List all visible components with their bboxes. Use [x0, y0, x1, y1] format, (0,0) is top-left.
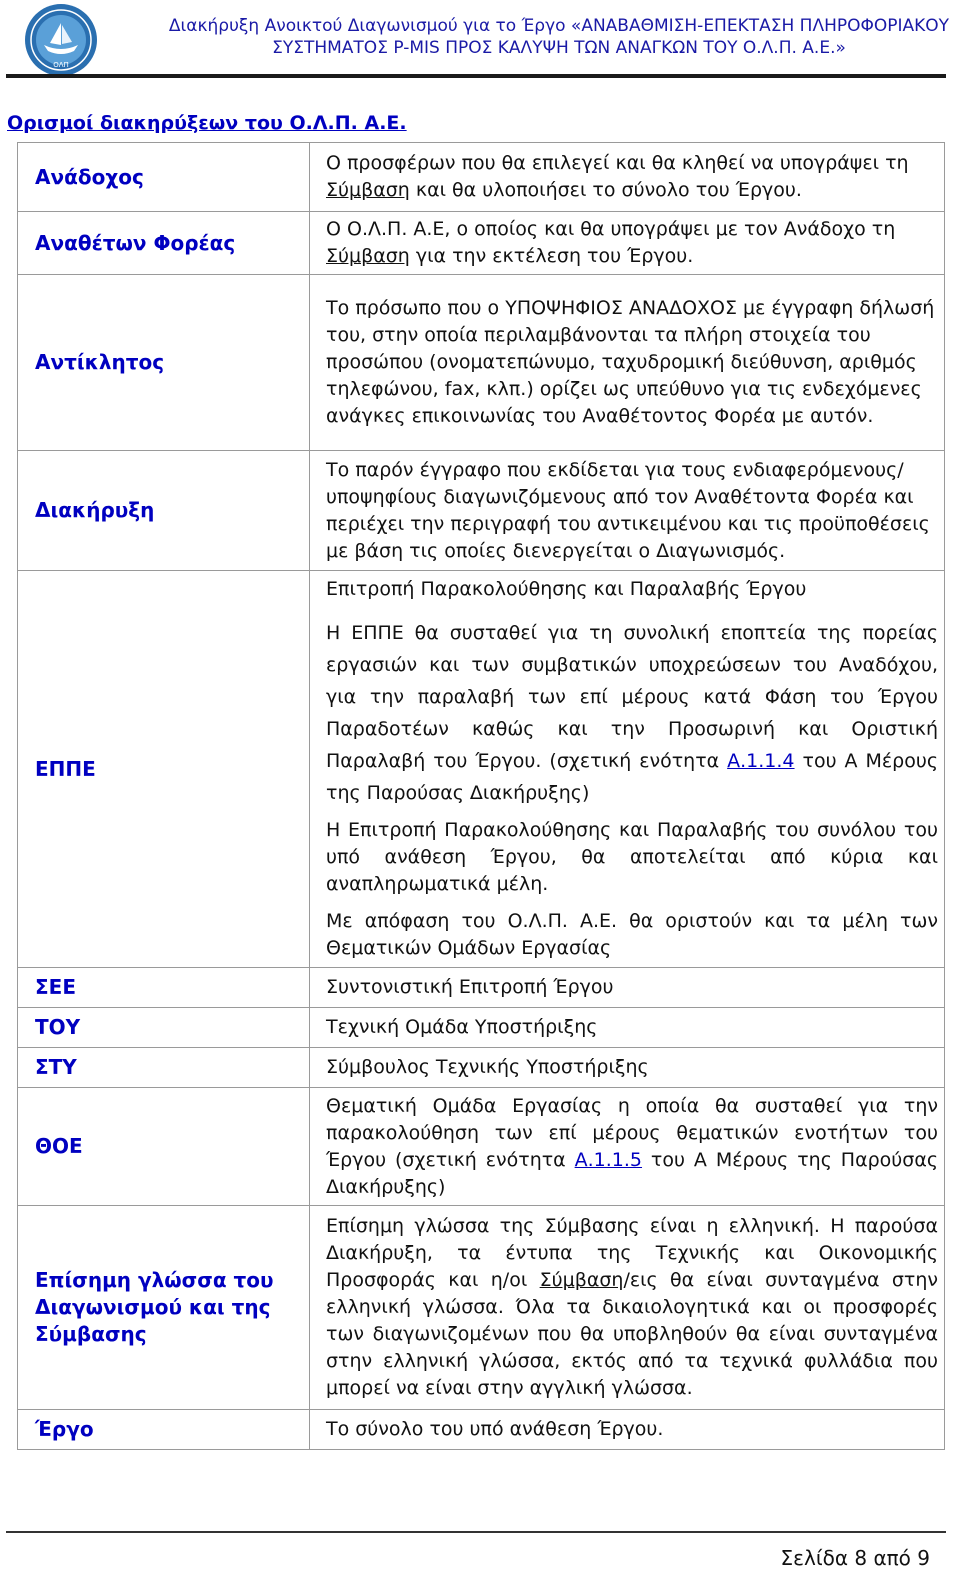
- definition-text: /εις θα είναι συνταγμένα στην ελληνική γλώσσα. Όλα τα δικαιολογητικά και οι προσφορές των διαγωνιζομένων που θα υποβληθούν θα είναι συνταγμένα στην ελληνική γλώσσα, εκτός από τα τεχνικά φυλλάδια που μπορεί να είναι στην αγγλική γλώσσα.: [326, 1269, 938, 1399]
- definition-paragraph: Με απόφαση του Ο.Λ.Π. Α.Ε. θα οριστούν και τα μέλη των Θεματικών Ομάδων Εργασίας: [326, 910, 938, 959]
- definition-cell: [310, 143, 945, 212]
- definition-paragraph: Η Επιτροπή Παρακολούθησης και Παραλαβής του συνόλου του υπό ανάθεση Έργου, θα αποτελείται από κύρια και αναπληρωματικά μέλη.: [326, 819, 938, 895]
- term-cell: ΘΟΕ: [18, 1088, 310, 1206]
- table-row: [18, 1048, 945, 1088]
- definition-cell: [310, 1088, 945, 1206]
- section-link-a115[interactable]: Α.1.1.5: [574, 1148, 643, 1171]
- contract-link[interactable]: Σύμβαση: [539, 1269, 624, 1291]
- definition-cell: Το σύνολο του υπό ανάθεση Έργου.: [310, 1410, 945, 1450]
- definition-cell: [310, 571, 945, 968]
- definition-text: για την εκτέλεση του Έργου.: [409, 245, 694, 267]
- table-row: [18, 1088, 945, 1206]
- section-title: Ορισμοί διακηρύξεων του Ο.Λ.Π. Α.Ε.: [7, 112, 407, 134]
- definitions-table: [17, 142, 945, 1450]
- table-row: [18, 968, 945, 1008]
- definition-cell: Συντονιστική Επιτροπή Έργου: [310, 968, 945, 1008]
- definition-text: του Α Μέρους της Παρούσας Διακήρυξης): [326, 1148, 938, 1198]
- section-link-a114[interactable]: Α.1.1.4: [727, 750, 795, 772]
- definition-text: Ο Ο.Λ.Π. Α.Ε, ο οποίος και θα υπογράψει με τον Ανάδοχο τη: [326, 218, 896, 240]
- term-cell: ΣΕΕ: [18, 968, 310, 1008]
- definition-text: Η ΕΠΠΕ θα συσταθεί για τη συνολική εποπτεία της πορείας εργασιών και των συμβατικών υποχρεώσεων του Αναδόχου, για την παραλαβή των επί μέρους κατά Φάση του Έργου Παραδοτέων καθώς και την Προσωρινή και Οριστική Παραλαβή του Έργου. (σχετική ενότητα: [326, 622, 938, 772]
- table-row: [18, 275, 945, 451]
- definition-cell: Το πρόσωπο που ο ΥΠΟΨΗΦΙΟΣ ΑΝΑΔΟΧΟΣ με έγγραφη δήλωσή του, στην οποία περιλαμβάνονται τα πλήρη στοιχεία του προσώπου (ονοματεπώνυμο, ταχυδρομική διεύθυνση, αριθμός τηλεφώνου, fax, κλπ.) ορίζει ως υπεύθυνο για τις ενδεχόμενες ανάγκες επικοινωνίας του Αναθέτοντος Φορέα με αυτόν.: [310, 275, 945, 451]
- definition-cell: Τεχνική Ομάδα Υποστήριξης: [310, 1008, 945, 1048]
- olp-logo: [24, 3, 98, 77]
- header-title: [168, 15, 950, 59]
- term-cell: Επίσημη γλώσσα του Διαγωνισμού και της Σύμβασης: [18, 1206, 310, 1410]
- term-cell: Ανάδοχος: [18, 143, 310, 212]
- footer-divider: [6, 1531, 946, 1533]
- table-row: [18, 212, 945, 275]
- table-row: [18, 143, 945, 212]
- table-row: [18, 1410, 945, 1450]
- term-cell: Διακήρυξη: [18, 451, 310, 571]
- header-divider: [6, 74, 946, 78]
- term-cell: Αναθέτων Φορέας: [18, 212, 310, 275]
- definition-cell: [310, 212, 945, 275]
- contract-link[interactable]: Σύμβαση: [326, 179, 410, 201]
- definition-text: και θα υλοποιήσει το σύνολο του Έργου.: [409, 179, 802, 201]
- header-title-line-1: Διακήρυξη Ανοικτού Διαγωνισμού για το Έργο «ΑΝΑΒΑΘΜΙΣΗ-ΕΠΕΚΤΑΣΗ ΠΛΗΡΟΦΟΡΙΑΚΟΥ: [168, 16, 950, 36]
- term-cell: ΣΤΥ: [18, 1048, 310, 1088]
- definition-cell: [310, 1206, 945, 1410]
- contract-link[interactable]: Σύμβαση: [326, 245, 410, 267]
- term-cell: Έργο: [18, 1410, 310, 1450]
- header-title-line-2: ΣΥΣΤΗΜΑΤΟΣ P-MIS ΠΡΟΣ ΚΑΛΥΨΗ ΤΩΝ ΑΝΑΓΚΩΝ ΤΟΥ Ο.Λ.Π. Α.Ε.»: [272, 38, 846, 58]
- definition-text: του Α Μέρους της Παρούσας Διακήρυξης): [326, 750, 938, 804]
- term-cell: ΤΟΥ: [18, 1008, 310, 1048]
- definition-paragraph: [326, 617, 938, 809]
- page-header: [0, 0, 960, 80]
- logo-text: ΟΛΠ: [53, 61, 69, 69]
- definition-cell: Σύμβουλος Τεχνικής Υποστήριξης: [310, 1048, 945, 1088]
- definition-text: Θεματική Ομάδα Εργασίας η οποία θα συσταθεί για την παρακολούθηση των επί μέρους θεματικών ενοτήτων του Έργου (σχετική ενότητα: [326, 1094, 938, 1171]
- definition-cell: Το παρόν έγγραφο που εκδίδεται για τους ενδιαφερόμενους/ υποψηφίους διαγωνιζόμενους από τον Αναθέτοντα Φορέα και περιέχει την περιγραφή του αντικειμένου και τις προϋποθέσεις με βάση τις οποίες διενεργείται ο Διαγωνισμός.: [310, 451, 945, 571]
- table-row: [18, 1008, 945, 1048]
- definition-title: Επιτροπή Παρακολούθησης και Παραλαβής Έργου: [326, 578, 807, 600]
- term-cell: Αντίκλητος: [18, 275, 310, 451]
- term-cell: ΕΠΠΕ: [18, 571, 310, 968]
- page-number: Σελίδα 8 από 9: [780, 1546, 930, 1570]
- definition-text: Επίσημη γλώσσα της Σύμβασης είναι η ελληνική. Η παρούσα Διακήρυξη, τα έντυπα της Τεχνικής και Οικονομικής Προσφοράς και η/οι: [326, 1215, 938, 1291]
- table-row: [18, 571, 945, 968]
- definition-text: Ο προσφέρων που θα επιλεγεί και θα κληθεί να υπογράψει τη: [326, 152, 909, 174]
- table-row: [18, 1206, 945, 1410]
- table-row: [18, 451, 945, 571]
